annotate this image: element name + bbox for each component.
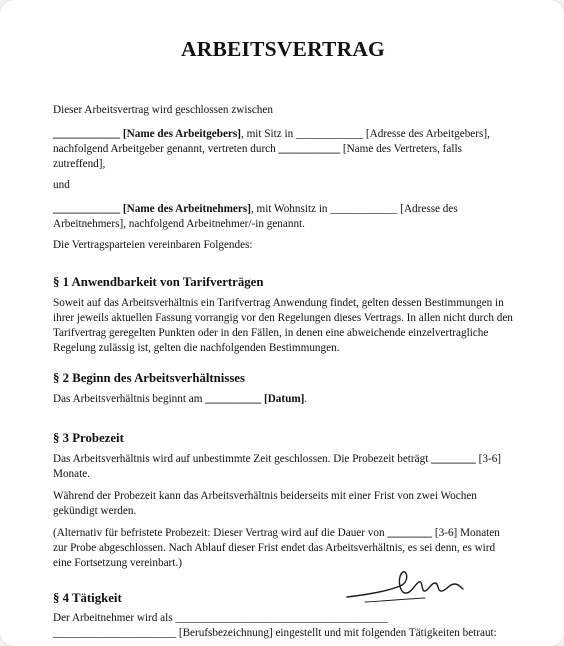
employer-text-1: , mit Sitz in (240, 128, 296, 140)
start-date-blank: __________ (205, 393, 262, 405)
signature-image (345, 562, 465, 606)
alt-probation-months-blank: ________ (387, 527, 433, 539)
employee-clause (53, 202, 513, 232)
employer-clause (53, 127, 513, 172)
section-1-heading: § 1 Anwendbarkeit von Tarifverträgen (53, 275, 264, 289)
alt-probation-text-1: (Alternativ für befristete Probezeit: Dieser Vertrag wird auf die Dauer von (53, 527, 388, 539)
intro-text: Dieser Arbeitsvertrag wird geschlossen zwischen (53, 104, 273, 116)
section-3-paragraph-1 (53, 452, 513, 482)
document-title: ARBEITSVERTRAG (181, 37, 385, 61)
representative-blank: ___________ (278, 143, 341, 155)
section-3-paragraph-2: Während der Probezeit kann das Arbeitsverhältnis beiderseits mit einer Frist von zwei Wochen gekündigt werden. (53, 490, 477, 517)
employer-address-blank: ____________ (296, 128, 364, 140)
und-text: und (53, 179, 70, 191)
employee-text-2: [Adresse des Arbeitnehmers], nachfolgend Arbeitnehmer/-in genannt. (53, 203, 458, 230)
probation-months-blank: ________ (431, 453, 476, 465)
start-date-placeholder: [Datum] (263, 393, 305, 405)
activity-text-2: [Berufsbezeichnung] eingestellt und mit folgenden Tätigkeiten betraut: (176, 627, 497, 639)
section-2-text (53, 392, 513, 407)
agreement-text: Die Vertragsparteien vereinbaren Folgendes: (53, 239, 253, 251)
employee-name-blank: ____________ (53, 203, 121, 215)
alt-probation-text-2: [3-6] Monaten zur Probe abgeschlossen. Nach Ablauf dieser Frist endet das Arbeitsverhältnis, es sei denn, es wird eine Fortsetzung vereinbart.) (53, 527, 500, 569)
section-2-text-2: . (304, 393, 308, 405)
job-title-blank-2: ______________________ (53, 627, 177, 639)
section-4-text (53, 611, 513, 641)
section-2-text-1: Das Arbeitsverhältnis beginnt am (53, 393, 206, 405)
employer-name-blank: ____________ (53, 128, 121, 140)
job-title-blank-1: ______________________________________ (175, 612, 388, 624)
employee-address-blank: ____________ (330, 203, 398, 215)
employer-text-2: [Adresse des Arbeitgebers], nachfolgend Arbeitgeber genannt, vertreten durch (53, 128, 490, 155)
employee-name-placeholder: [Name des Arbeitnehmers] (122, 203, 251, 215)
probation-text-2: [3-6] Monate. (53, 453, 502, 480)
section-4-heading: § 4 Tätigkeit (53, 591, 122, 605)
section-3-heading: § 3 Probezeit (53, 431, 124, 445)
employee-text-1: , mit Wohnsitz in (250, 203, 331, 215)
section-1-text: Soweit auf das Arbeitsverhältnis ein Tarifvertrag Anwendung findet, gelten dessen Bestimmungen in ihrer jeweils aktuellen Fassung vorrangig vor den Regelungen dieses Vertrags. In allen nicht durch den Tarifvertrag geregelten Punkten oder in den Fällen, in denen eine abweichende einzelvertragliche Regelung zulässig ist, gelten die nachfolgenden Bestimmungen. (53, 297, 513, 354)
employer-name-placeholder: [Name des Arbeitgebers] (122, 128, 241, 140)
employer-text-3: [Name des Vertreters, falls zutreffend], (53, 143, 462, 170)
probation-text-1: Das Arbeitsverhältnis wird auf unbestimmte Zeit geschlossen. Die Probezeit beträgt (53, 453, 432, 465)
activity-text-1: Der Arbeitnehmer wird als (53, 612, 176, 624)
section-2-heading: § 2 Beginn des Arbeitsverhältnisses (53, 371, 245, 385)
